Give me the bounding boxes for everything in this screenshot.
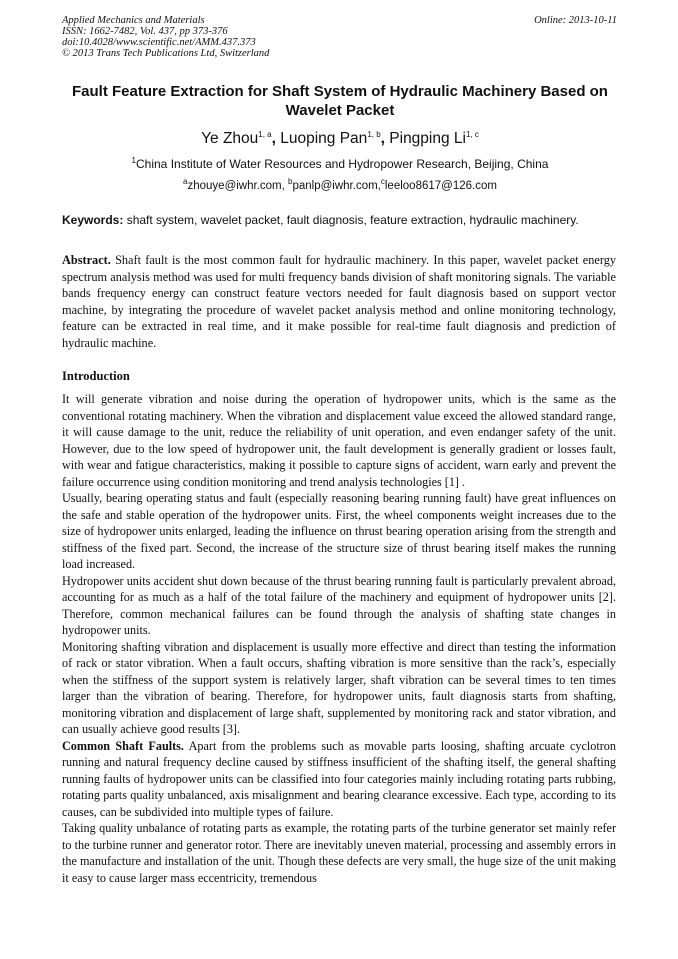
author-separator: ,: [380, 130, 390, 147]
abstract: [62, 252, 616, 352]
email-text: leeloo8617@126.com: [384, 180, 497, 192]
journal-header: [62, 15, 617, 59]
author-sup: 1, a: [258, 129, 272, 139]
abstract-label: Abstract.: [62, 253, 111, 267]
author-separator: ,: [271, 130, 281, 147]
section-heading-introduction: Introduction: [62, 369, 130, 383]
email-sup: c: [380, 177, 385, 187]
affiliation-text: China Institute of Water Resources and Hydropower Research, Beijing, China: [136, 157, 549, 171]
author-list: [62, 130, 618, 148]
copyright-line: © 2013 Trans Tech Publications Ltd, Switzerland: [62, 48, 270, 59]
email-text: panlp@iwhr.com,: [292, 180, 381, 192]
body-paragraph: Hydropower units accident shut down because of the thrust bearing running fault is particularly prevalent abroad, accounting for as much as a half of the total failure of the machinery and equipment of hydropower units [2]. Therefore, common mechanical failures can be found through the analysis of shafting state changes in hydropower units.: [62, 573, 616, 637]
author-name: Pingping Li: [389, 130, 466, 147]
doi-line: doi:10.4028/www.scientific.net/AMM.437.373: [62, 37, 256, 48]
email-list: [62, 177, 618, 192]
body-paragraph: Monitoring shafting vibration and displacement is usually more effective and direct than testing the information of rack or stator vibration. When a fault occurs, shafting vibration is more sensitive than the rack’s, especially when the stiffness of the support system is relatively larger, shaft vibration can be several times to ten times larger than the vibration of bearing. Therefore, for hydropower units, fault diagnosis starts from shafting, monitoring vibration and displacement of large shaft, supplemented by monitoring rack and stator vibration, and can usually achieve good results [3].: [62, 639, 616, 736]
introduction-body: [62, 391, 616, 886]
common-faults-label: Common Shaft Faults.: [62, 738, 184, 753]
email-text: zhouye@iwhr.com,: [187, 180, 289, 192]
paper-title: Fault Feature Extraction for Shaft System of Hydraulic Machinery Based on Wavelet Packet: [72, 83, 608, 119]
keywords-label: Keywords:: [62, 213, 124, 227]
common-faults-paragraph: [62, 738, 616, 821]
keywords: [62, 213, 618, 227]
body-paragraph: Usually, bearing operating status and fault (especially reasoning bearing running fault) have great influences on the safe and stable operation of the hydropower units. First, the wheel components weight increases due to the size of hydropower units enlarged, leading the influence on thrust bearing operation arising from the strength and stiffness of the fixed part. Second, the increase of the structure size of thrust bearing itself makes the running load increased.: [62, 491, 616, 571]
abstract-text: Shaft fault is the most common fault for hydraulic machinery. In this paper, wavelet packet energy spectrum analysis method was used for multi frequency bands division of shaft monitoring signals. The variable bands frequency energy can construct feature vectors needed for fault diagnosis based on support vector machine, by integrating the procedure of wavelet packet analysis method and online monitoring technology, feature can be extracted in real time, and it make possible for real-time fault diagnosis and prediction of hydraulic machine.: [62, 253, 616, 350]
journal-name: Applied Mechanics and Materials: [62, 15, 205, 26]
author-sup: 1, c: [465, 129, 479, 139]
affiliation-sup: 1: [131, 156, 136, 165]
keywords-text: shaft system, wavelet packet, fault diagnosis, feature extraction, hydraulic machinery.: [123, 213, 579, 227]
body-paragraph: It will generate vibration and noise during the operation of hydropower units, which is the same as the conventional rotating machinery. When the vibration and displacement value exceed the allowed standard range, it will cause damage to the unit, reduce the reliability of unit operation, and even endanger safety of the unit. However, due to the low speed of hydropower unit, the fault development is generally gradient or losses fault, with wear and fatigue characteristics, making it possible to capture signs of accident, warn early and prevent the failure occurrence using condition monitoring and trend analysis technologies [1] .: [62, 392, 616, 489]
author-name: Luoping Pan: [280, 130, 368, 147]
affiliation: [62, 157, 618, 171]
common-faults-text: Apart from the problems such as movable parts loosing, shafting arcuate cyclotron running and natural frequency decline caused by stiffness insufficient of the shafting itself, the general shafting running faults of hydropower units can be classified into four categories mainly including rotating parts rubbing, rotating parts quality unbalanced, axis misalignment and bearing clearance excessive. Each type, according to its causes, can be subdivided into multiple types of failure.: [62, 738, 616, 819]
email-sup: a: [183, 177, 188, 187]
email-sup: b: [288, 177, 293, 187]
author-name: Ye Zhou: [201, 130, 259, 147]
online-date: Online: 2013-10-11: [534, 15, 617, 26]
body-paragraph: Taking quality unbalance of rotating parts as example, the rotating parts of the turbine generator set mainly refer to the turbine runner and generator rotor. There are inevitably uneven material, processing and assembly errors in the manufacture and installation of the unit. Though these defects are very small, the huge size of the unit making it easy to cause larger mass eccentricity, tremendous: [62, 821, 616, 885]
author-sup: 1, b: [367, 129, 381, 139]
issn-line: ISSN: 1662-7482, Vol. 437, pp 373-376: [62, 26, 228, 37]
